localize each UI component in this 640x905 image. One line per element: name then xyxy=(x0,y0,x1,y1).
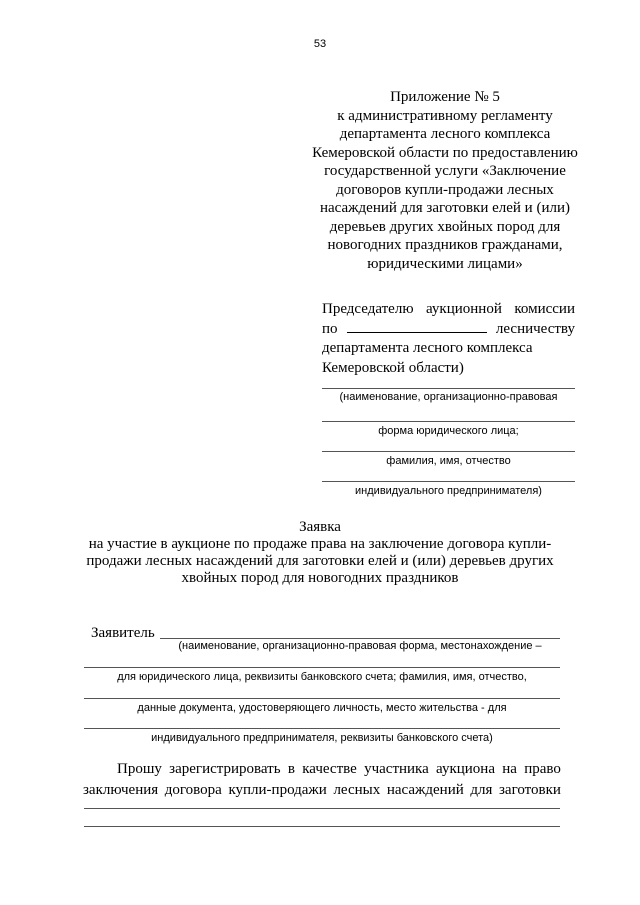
request-word: насаждений xyxy=(386,782,464,798)
application-title-block xyxy=(0,519,640,587)
fill-in-line[interactable] xyxy=(322,481,575,482)
request-fill-in-line[interactable] xyxy=(84,808,560,809)
appendix-line: к административному регламенту xyxy=(337,107,553,124)
addressee-line xyxy=(322,300,575,320)
request-word: договора xyxy=(164,782,222,798)
request-word: заключения xyxy=(83,782,159,798)
request-word: в xyxy=(287,761,295,777)
appendix-line: департамента лесного комплекса xyxy=(339,126,551,142)
application-subtitle-line: продажи лесных насаждений для заготовки елей и (или) деревьев других xyxy=(86,553,554,569)
applicant-caption: данные документа, удостоверяющего личность, место жительства - для xyxy=(137,702,507,714)
addressee-suffix: лесничеству xyxy=(495,320,575,337)
applicant-fill-in-line[interactable] xyxy=(84,728,560,729)
applicant-caption: для юридического лица, реквизиты банковского счета; фамилия, имя, отчество, xyxy=(117,671,527,683)
addressee-line: Кемеровской области) xyxy=(322,359,464,376)
applicant-caption: индивидуального предпринимателя, реквизиты банковского счета) xyxy=(151,732,493,744)
request-word: качестве xyxy=(302,761,357,777)
request-word: зарегистрировать xyxy=(169,761,281,777)
field-caption: форма юридического лица; xyxy=(378,425,519,437)
appendix-line: деревьев других хвойных пород для xyxy=(329,218,561,235)
addressee-word: комиссии xyxy=(514,301,575,317)
appendix-header xyxy=(295,88,595,273)
field-caption: индивидуального предпринимателя) xyxy=(355,485,542,497)
application-subtitle-line: на участие в аукционе по продаже права на заключение договора купли- xyxy=(88,536,552,552)
forestry-blank-field[interactable] xyxy=(347,320,487,333)
request-line xyxy=(83,759,561,780)
request-word: право xyxy=(524,761,561,777)
request-word: заготовки xyxy=(499,782,561,798)
fill-in-line[interactable] xyxy=(322,421,575,422)
addressee-word: Председателю xyxy=(322,301,414,317)
application-subtitle-line: хвойных пород для новогодних праздников xyxy=(181,570,459,586)
fill-in-line[interactable] xyxy=(322,451,575,452)
field-caption: (наименование, организационно-правовая xyxy=(339,391,558,403)
applicant-caption: (наименование, организационно-правовая форма, местонахождение – xyxy=(178,640,542,652)
request-line xyxy=(83,780,561,801)
appendix-line: договоров купли-продажи лесных xyxy=(336,181,554,198)
request-word: аукциона xyxy=(436,761,495,777)
appendix-line: новогодних праздников гражданами, xyxy=(327,237,563,253)
applicant-fill-in-line[interactable] xyxy=(84,667,560,668)
addressee-block xyxy=(322,300,575,378)
request-word: купли-продажи xyxy=(228,782,327,798)
request-word: на xyxy=(502,761,517,777)
addressee-prefix: по xyxy=(322,320,338,337)
field-caption: фамилия, имя, отчество xyxy=(386,455,511,467)
request-word: Прошу xyxy=(117,761,162,777)
application-title: Заявка xyxy=(299,519,341,535)
appendix-line: государственной услуги «Заключение xyxy=(324,163,566,179)
addressee-line: департамента лесного комплекса xyxy=(322,340,533,356)
request-word: участника xyxy=(364,761,429,777)
request-paragraph xyxy=(83,759,561,801)
addressee-line xyxy=(322,320,575,340)
appendix-line: юридическими лицами» xyxy=(367,255,523,272)
page-number: 53 xyxy=(313,38,327,50)
applicant-label: Заявитель xyxy=(91,625,155,641)
request-word: для xyxy=(470,782,493,798)
fill-in-line[interactable] xyxy=(322,388,575,389)
applicant-fill-in-line[interactable] xyxy=(84,698,560,699)
appendix-line: Кемеровской области по предоставлению xyxy=(312,144,578,161)
addressee-word: аукционной xyxy=(426,301,502,317)
request-word: лесных xyxy=(333,782,381,798)
appendix-line: Приложение № 5 xyxy=(390,89,500,105)
appendix-line: насаждений для заготовки елей и (или) xyxy=(320,200,570,216)
request-fill-in-line[interactable] xyxy=(84,826,560,827)
applicant-fill-in-line[interactable] xyxy=(160,638,560,639)
